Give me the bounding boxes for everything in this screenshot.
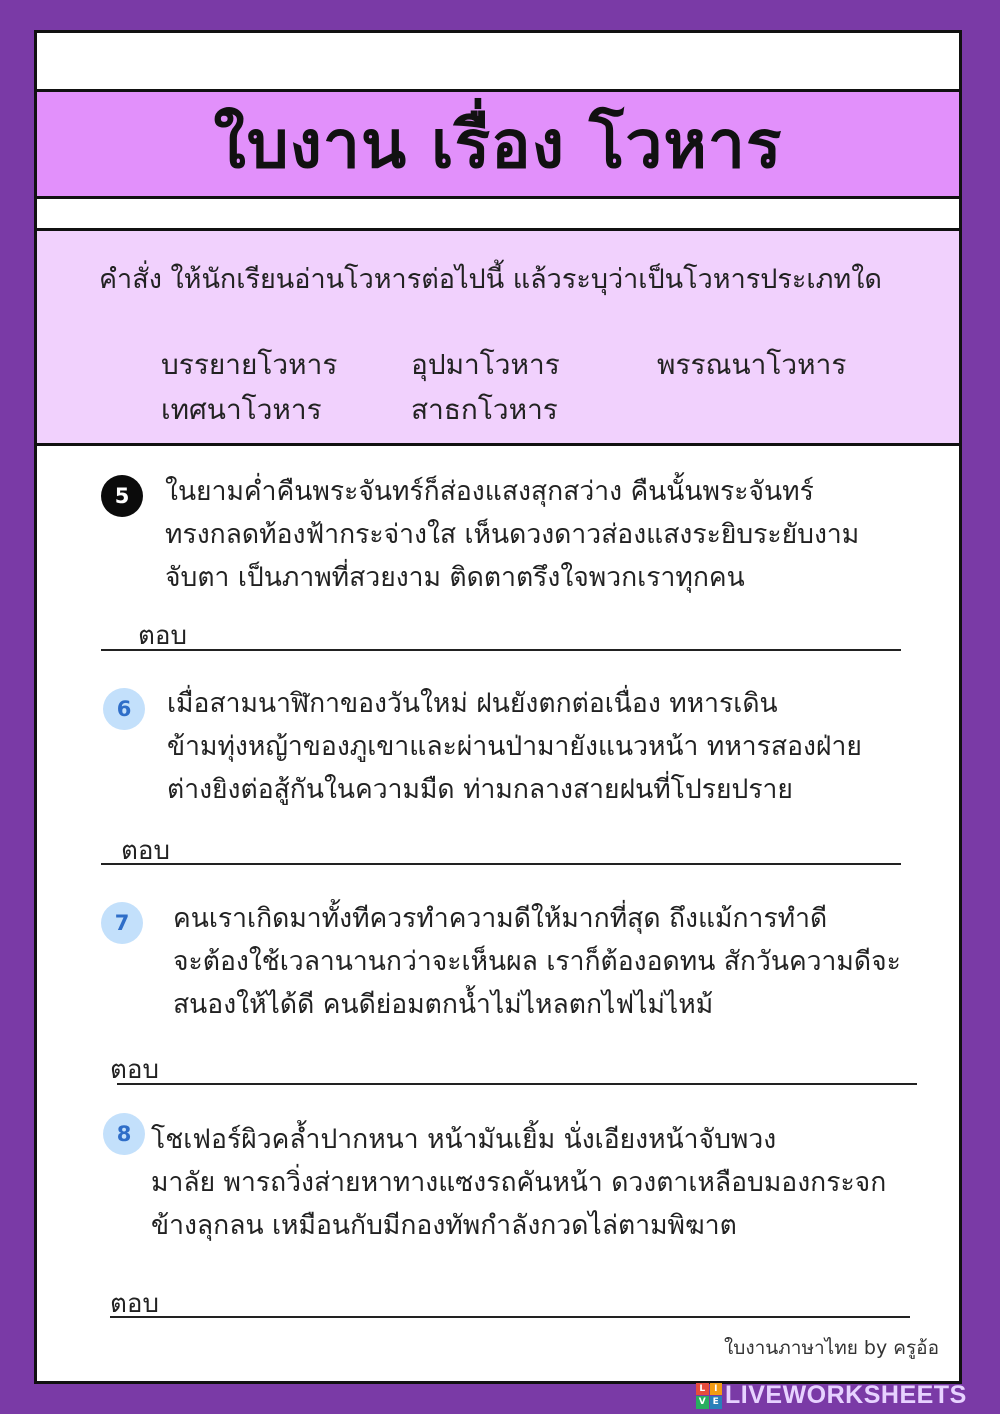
passage-line: ข้ามทุ่งหญ้าของภูเขาและผ่านป่ามายังแนวหน้า ทหารสองฝ่าย: [167, 731, 862, 762]
passage-line: จับตา เป็นภาพที่สวยงาม ติดตาตรึงใจพวกเราทุกคน: [165, 562, 745, 593]
answer-line[interactable]: [101, 863, 901, 865]
question-number-badge: 7: [101, 902, 143, 944]
answer-line[interactable]: [101, 649, 901, 651]
passage-line: โชเฟอร์ผิวคล้ำปากหนา หน้ามันเยิ้ม นั่งเอียงหน้าจับพวง: [151, 1124, 777, 1155]
type-option: เทศนาโวหาร: [161, 393, 322, 426]
instruction-panel: [37, 228, 959, 446]
passage-line: จะต้องใช้เวลานานกว่าจะเห็นผล เราก็ต้องอดทน สักวันความดีจะ: [173, 946, 901, 977]
page-title: ใบงาน เรื่อง โวหาร: [213, 105, 783, 183]
title-band: [37, 89, 959, 199]
watermark-text: LIVEWORKSHEETS: [725, 1381, 967, 1409]
type-option: บรรยายโวหาร: [161, 348, 338, 381]
type-option: อุปมาโวหาร: [411, 348, 560, 381]
instruction-text: คำสั่ง ให้นักเรียนอ่านโวหารต่อไปนี้ แล้วระบุว่าเป็นโวหารประเภทใด: [99, 264, 882, 295]
answer-line[interactable]: [117, 1083, 917, 1085]
question-passage: [151, 1118, 886, 1247]
answer-label: ตอบ: [110, 1289, 160, 1319]
question-passage: [167, 682, 862, 811]
answer-label: ตอบ: [138, 621, 188, 651]
worksheet-page: [34, 30, 962, 1384]
passage-line: สนองให้ได้ดี คนดีย่อมตกน้ำไม่ไหลตกไฟไม่ไหม้: [173, 989, 714, 1020]
passage-line: ในยามค่ำคืนพระจันทร์ก็ส่องแสงสุกสว่าง คืนนั้นพระจันทร์: [165, 476, 814, 507]
passage-line: ทรงกลดท้องฟ้ากระจ่างใส เห็นดวงดาวส่องแสงระยิบระยับงาม: [165, 519, 860, 550]
passage-line: เมื่อสามนาฬิกาของวันใหม่ ฝนยังตกต่อเนื่อง ทหารเดิน: [167, 688, 778, 719]
question-number-badge: 8: [103, 1113, 145, 1155]
footer-credit: ใบงานภาษาไทย by ครูอ้อ: [724, 1337, 939, 1359]
answer-label: ตอบ: [110, 1055, 160, 1085]
type-option: พรรณนาโวหาร: [657, 348, 847, 381]
liveworksheets-logo-icon: L I V E: [696, 1383, 722, 1409]
question-number-badge: 5: [101, 475, 143, 517]
passage-line: ต่างยิงต่อสู้กันในความมืด ท่ามกลางสายฝนที่โปรยปราย: [167, 774, 793, 805]
answer-label: ตอบ: [121, 836, 171, 866]
liveworksheets-watermark: [696, 1381, 967, 1410]
question-passage: [173, 897, 901, 1026]
question-number-badge: 6: [103, 688, 145, 730]
passage-line: คนเราเกิดมาทั้งทีควรทำความดีให้มากที่สุด ถึงแม้การทำดี: [173, 903, 828, 934]
passage-line: ข้างลุกลน เหมือนกับมีกองทัพกำลังกวดไล่ตามพิฆาต: [151, 1210, 737, 1241]
type-option: สาธกโวหาร: [411, 393, 558, 426]
answer-line[interactable]: [110, 1316, 910, 1318]
question-passage: [165, 470, 859, 599]
passage-line: มาลัย พารถวิ่งส่ายหาทางแซงรถคันหน้า ดวงตาเหลือบมองกระจก: [151, 1167, 887, 1198]
